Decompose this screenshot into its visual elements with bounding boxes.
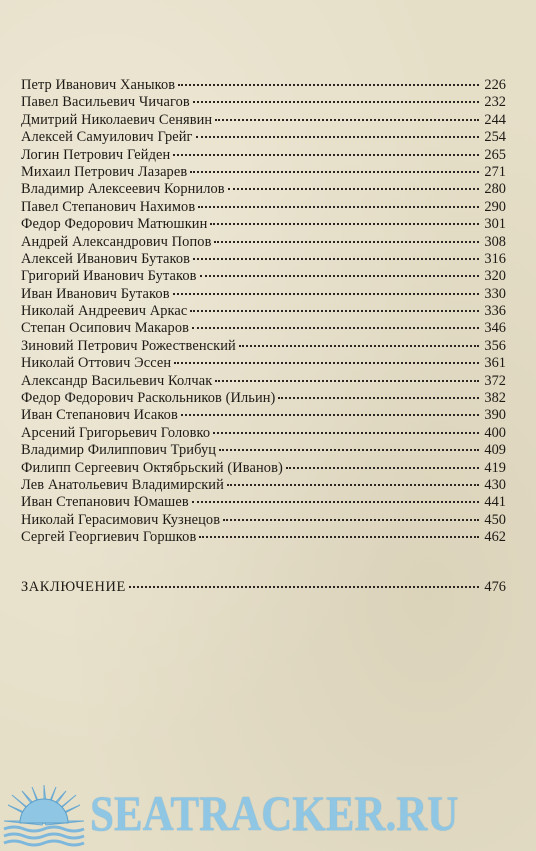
dot-leader <box>199 524 479 538</box>
toc-entry-title: Иван Степанович Юмашев <box>21 494 189 511</box>
toc-entry-page: 441 <box>484 494 506 511</box>
toc-entry-title: Михаил Петрович Лазарев <box>21 163 188 180</box>
dot-leader <box>129 574 479 588</box>
toc-entry-title: Николай Оттович Эссен <box>21 355 172 372</box>
toc-entry-page: 450 <box>484 511 506 528</box>
dot-leader <box>213 420 479 434</box>
dot-leader <box>190 298 479 312</box>
toc-entry-title: Владимир Филиппович Трибуц <box>21 442 217 459</box>
toc-entry-title: Павел Степанович Нахимов <box>21 198 196 215</box>
toc-entry-page: 271 <box>484 163 506 180</box>
toc-entry-page: 244 <box>484 111 506 128</box>
toc-entry-page: 390 <box>484 407 506 424</box>
toc-entry-page: 361 <box>484 355 506 372</box>
toc-entry-title: Сергей Георгиевич Горшков <box>21 529 197 546</box>
toc-entry-page: 316 <box>484 250 506 267</box>
toc-entry <box>21 527 506 544</box>
toc-entry-title: Дмитрий Николаевич Сенявин <box>21 111 213 128</box>
toc-entry-page: 290 <box>484 198 506 215</box>
dot-leader <box>173 142 479 156</box>
dot-leader <box>227 472 479 486</box>
toc-entry-title: Владимир Алексеевич Корнилов <box>21 181 225 198</box>
toc-entry-page: 226 <box>484 77 506 93</box>
dot-leader <box>178 72 479 86</box>
toc-entry-page: 336 <box>484 303 506 320</box>
toc-entry-title: Николай Андреевич Аркас <box>21 303 188 320</box>
dot-leader <box>215 368 479 382</box>
dot-leader <box>193 246 479 260</box>
toc-entry-page: 356 <box>484 337 506 354</box>
toc-entry-title: ЗАКЛЮЧЕНИЕ <box>21 579 126 595</box>
toc-entry-page: 330 <box>484 285 506 302</box>
watermark-footer <box>0 775 536 851</box>
sun-over-water-icon <box>2 781 86 847</box>
dot-leader <box>223 507 479 521</box>
toc-entry-title: Федор Федорович Раскольников (Ильин) <box>21 390 276 407</box>
toc-entry-page: 476 <box>484 579 506 595</box>
toc-entry-title: Александр Васильевич Колчак <box>21 372 213 389</box>
dot-leader <box>219 437 479 451</box>
toc-entry-title: Иван Иванович Бутаков <box>21 285 170 302</box>
toc-entry-title: Петр Иванович Ханыков <box>21 77 176 93</box>
toc-entry-conclusion <box>21 577 506 596</box>
toc-entry-page: 254 <box>484 129 506 146</box>
dot-leader <box>215 107 479 121</box>
dot-leader <box>286 455 479 469</box>
toc-entry-title: Иван Степанович Исаков <box>21 407 178 424</box>
dot-leader <box>193 89 479 103</box>
dot-leader <box>192 489 479 503</box>
toc-entry-title: Лев Анатольевич Владимирский <box>21 476 224 493</box>
toc-entry-page: 430 <box>484 476 506 493</box>
toc-entry-title: Арсений Григорьевич Головко <box>21 424 211 441</box>
toc-entry-title: Григорий Иванович Бутаков <box>21 268 197 285</box>
toc-entry-page: 419 <box>484 459 506 476</box>
toc-entry-page: 400 <box>484 424 506 441</box>
toc-entry-page: 301 <box>484 216 506 233</box>
dot-leader <box>198 194 479 208</box>
dot-leader <box>228 176 479 190</box>
toc-entry-page: 320 <box>484 268 506 285</box>
toc-entry-title: Павел Васильевич Чичагов <box>21 94 190 111</box>
toc-entry-title: Филипп Сергеевич Октябрьский (Иванов) <box>21 459 283 476</box>
toc-entry-title: Степан Осипович Макаров <box>21 320 190 337</box>
dot-leader <box>196 124 479 138</box>
toc-entry-page: 462 <box>484 529 506 546</box>
dot-leader <box>210 211 479 225</box>
toc-entry-title: Логин Петрович Гейден <box>21 146 171 163</box>
dot-leader <box>174 350 479 364</box>
toc-entry-title: Алексей Самуилович Грейг <box>21 129 193 146</box>
toc-entry-page: 409 <box>484 442 506 459</box>
dot-leader <box>192 315 479 329</box>
toc-entry-page: 382 <box>484 390 506 407</box>
table-of-contents <box>21 75 506 545</box>
dot-leader <box>200 263 479 277</box>
dot-leader <box>214 229 479 243</box>
toc-entry-title: Андрей Александрович Попов <box>21 233 212 250</box>
toc-entry-page: 232 <box>484 94 506 111</box>
toc-entry-page: 372 <box>484 372 506 389</box>
toc-entry-title: Алексей Иванович Бутаков <box>21 250 191 267</box>
watermark-text: SEATRACKER.RU <box>90 785 459 841</box>
toc-entry-page: 280 <box>484 181 506 198</box>
dot-leader <box>173 281 479 295</box>
dot-leader <box>278 385 479 399</box>
toc-entry-title: Зиновий Петрович Рожественский <box>21 337 236 354</box>
toc-entry-page: 265 <box>484 146 506 163</box>
dot-leader <box>181 402 479 416</box>
toc-entry-title: Николай Герасимович Кузнецов <box>21 511 221 528</box>
toc-entry-page: 308 <box>484 233 506 250</box>
toc-entry-title: Федор Федорович Матюшкин <box>21 216 208 233</box>
toc-entry-page: 346 <box>484 320 506 337</box>
dot-leader <box>190 159 479 173</box>
dot-leader <box>239 333 479 347</box>
